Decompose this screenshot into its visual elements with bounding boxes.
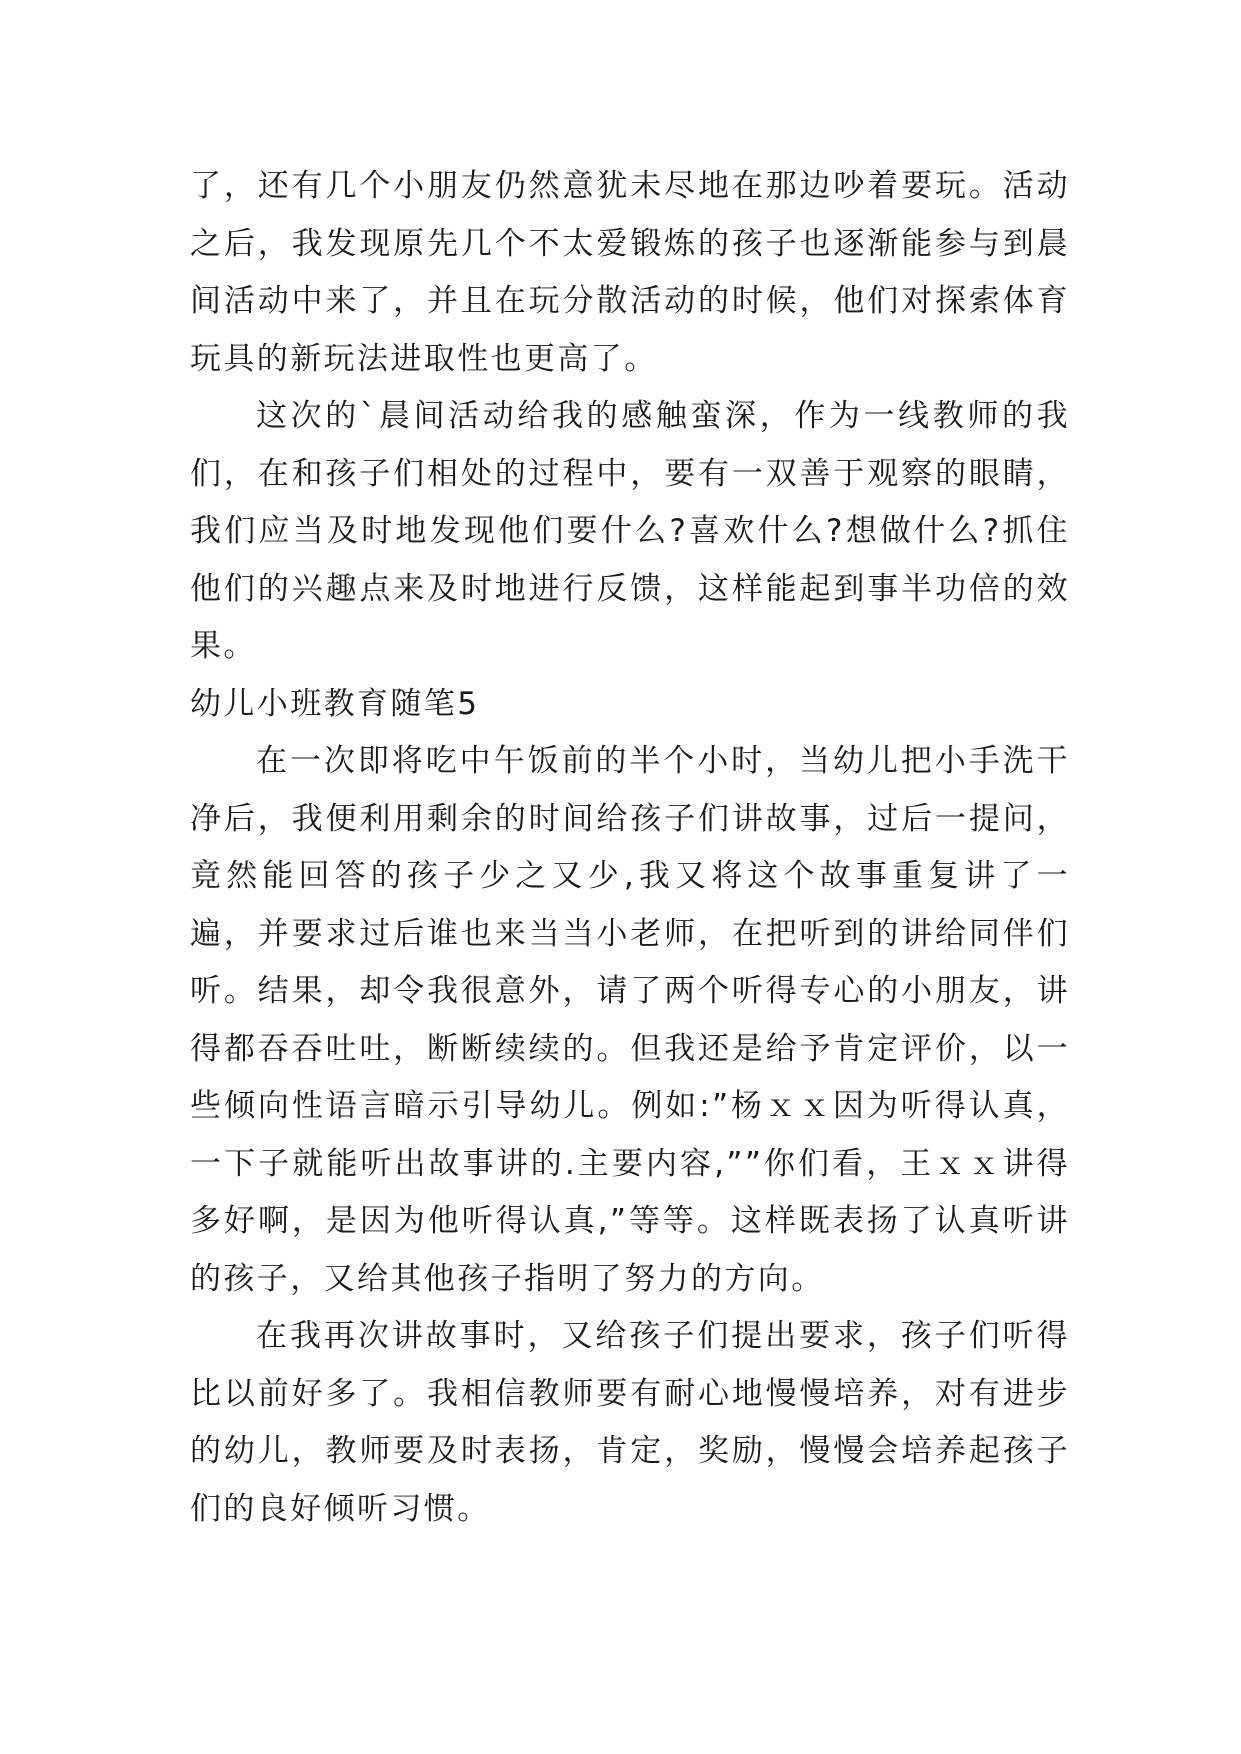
paragraph-continuation: 了，还有几个小朋友仍然意犹未尽地在那边吵着要玩。活动之后，我发现原先几个不太爱锻炼的孩子也逐渐能参与到晨间活动中来了，并且在玩分散活动的时候，他们对探索体育玩具的新玩法进取性也更高了。	[190, 168, 1070, 377]
document-body	[190, 158, 1070, 1538]
paragraph-story: 在一次即将吃中午饭前的半个小时，当幼儿把小手洗干净后，我便利用剩余的时间给孩子们讲故事，过后一提问，竟然能回答的孩子少之又少,我又将这个故事重复讲了一遍，并要求过后谁也来当当小老师，在把听到的讲给同伴们听。结果，却令我很意外，请了两个听得专心的小朋友，讲得都吞吞吐吐，断断续续的。但我还是给予肯定评价，以一些倾向性语言暗示引导幼儿。例如:”杨ｘｘ因为听得认真，一下子就能听出故事讲的.主要内容,””你们看，王ｘｘ讲得多好啊，是因为他听得认真,”等等。这样既表扬了认真听讲的孩子，又给其他孩子指明了努力的方向。	[190, 743, 1070, 1297]
section-title: 幼儿小班教育随笔5	[190, 685, 480, 722]
paragraph-conclusion: 在我再次讲故事时，又给孩子们提出要求，孩子们听得比以前好多了。我相信教师要有耐心地慢慢培养，对有进步的幼儿，教师要及时表扬，肯定，奖励，慢慢会培养起孩子们的良好倾听习惯。	[190, 1318, 1070, 1527]
paragraph-reflection: 这次的`晨间活动给我的感触蛮深，作为一线教师的我们，在和孩子们相处的过程中，要有一双善于观察的眼睛，我们应当及时地发现他们要什么?喜欢什么?想做什么?抓住他们的兴趣点来及时地进行反馈，这样能起到事半功倍的效果。	[190, 398, 1070, 664]
